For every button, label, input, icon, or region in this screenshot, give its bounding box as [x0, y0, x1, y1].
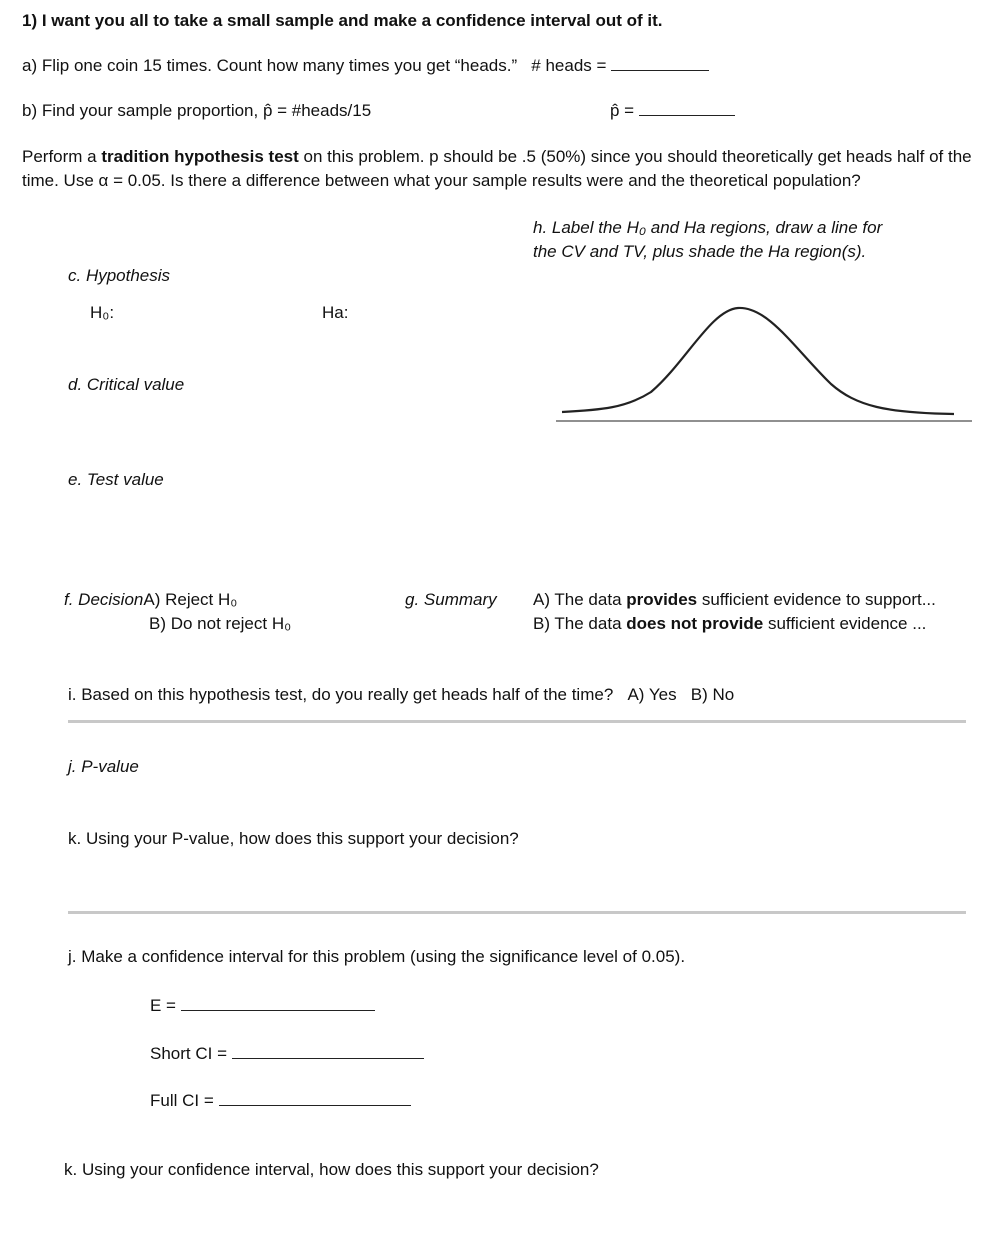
intro-text-2: on this problem. p should be .5 (50%) since you should theoretically get heads half of the time. Use α = 0.05. Is there a difference between what your sample results were and the theoretical population?: [22, 147, 972, 190]
question-a: [22, 56, 709, 76]
summary-b-pre: B) The data: [533, 614, 627, 633]
question-i-option-b[interactable]: B) No: [690, 685, 735, 704]
summary-a-pre: A) The data: [533, 590, 627, 609]
question-b-text: b) Find your sample proportion, p̂ = #heads/15: [22, 101, 372, 120]
p-hat-field: [610, 101, 735, 121]
question-i-text: i. Based on this hypothesis test, do you really get heads half of the time?: [68, 685, 614, 704]
divider-2: [68, 911, 966, 914]
ha-label: Ha:: [322, 303, 349, 322]
summary-b-post: sufficient evidence ...: [763, 614, 927, 633]
decision-label: f. Decision: [64, 590, 144, 609]
e-field: [150, 996, 375, 1016]
e-label: E =: [150, 996, 176, 1015]
heads-blank[interactable]: [611, 56, 709, 71]
summary-option-a[interactable]: [533, 590, 936, 610]
summary-label: g. Summary: [405, 590, 497, 609]
full-ci-field: [150, 1091, 411, 1111]
intro-bold: tradition hypothesis test: [101, 147, 299, 166]
short-ci-label: Short CI =: [150, 1044, 228, 1063]
critical-value-label: d. Critical value: [68, 375, 185, 394]
question-i: [68, 685, 734, 705]
p-value-label: j. P-value: [68, 757, 139, 776]
p-hat-blank[interactable]: [639, 101, 735, 116]
question-a-text: a) Flip one coin 15 times. Count how many times you get “heads.”: [22, 56, 518, 75]
summary-a-bold: provides: [626, 590, 698, 609]
short-ci-blank[interactable]: [232, 1044, 424, 1059]
summary-a-post: sufficient evidence to support...: [697, 590, 936, 609]
summary-b-bold: does not provide: [626, 614, 764, 633]
h-instruction-line1: h. Label the H₀ and Ha regions, draw a line for: [533, 218, 883, 237]
heads-label: # heads =: [531, 56, 607, 75]
short-ci-field: [150, 1044, 424, 1064]
intro-paragraph: [22, 145, 982, 193]
intro-text-1: Perform a: [22, 147, 102, 166]
summary-option-b[interactable]: [533, 614, 926, 634]
bell-curve: [562, 308, 954, 414]
hypothesis-label: c. Hypothesis: [68, 266, 171, 285]
question-i-option-a[interactable]: A) Yes: [627, 685, 677, 704]
full-ci-blank[interactable]: [219, 1091, 411, 1106]
e-blank[interactable]: [181, 996, 375, 1011]
p-hat-label: p̂ =: [610, 101, 635, 120]
divider-1: [68, 720, 966, 723]
question-k-ci: k. Using your confidence interval, how does this support your decision?: [64, 1160, 599, 1179]
h0-label: H₀:: [90, 303, 115, 322]
decision-option-a[interactable]: A) Reject H₀: [143, 590, 238, 609]
decision-row: [64, 590, 237, 610]
question-1-title: 1) I want you all to take a small sample and make a confidence interval out of it.: [22, 11, 663, 30]
test-value-label: e. Test value: [68, 470, 164, 489]
normal-curve-drawing[interactable]: [556, 300, 976, 426]
h-instruction-line2: the CV and TV, plus shade the Ha region(s).: [533, 242, 867, 261]
confidence-interval-question: j. Make a confidence interval for this problem (using the significance level of 0.05).: [68, 947, 686, 966]
question-k-pvalue: k. Using your P-value, how does this support your decision?: [68, 829, 519, 848]
decision-option-b[interactable]: B) Do not reject H₀: [149, 614, 292, 633]
full-ci-label: Full CI =: [150, 1091, 214, 1110]
